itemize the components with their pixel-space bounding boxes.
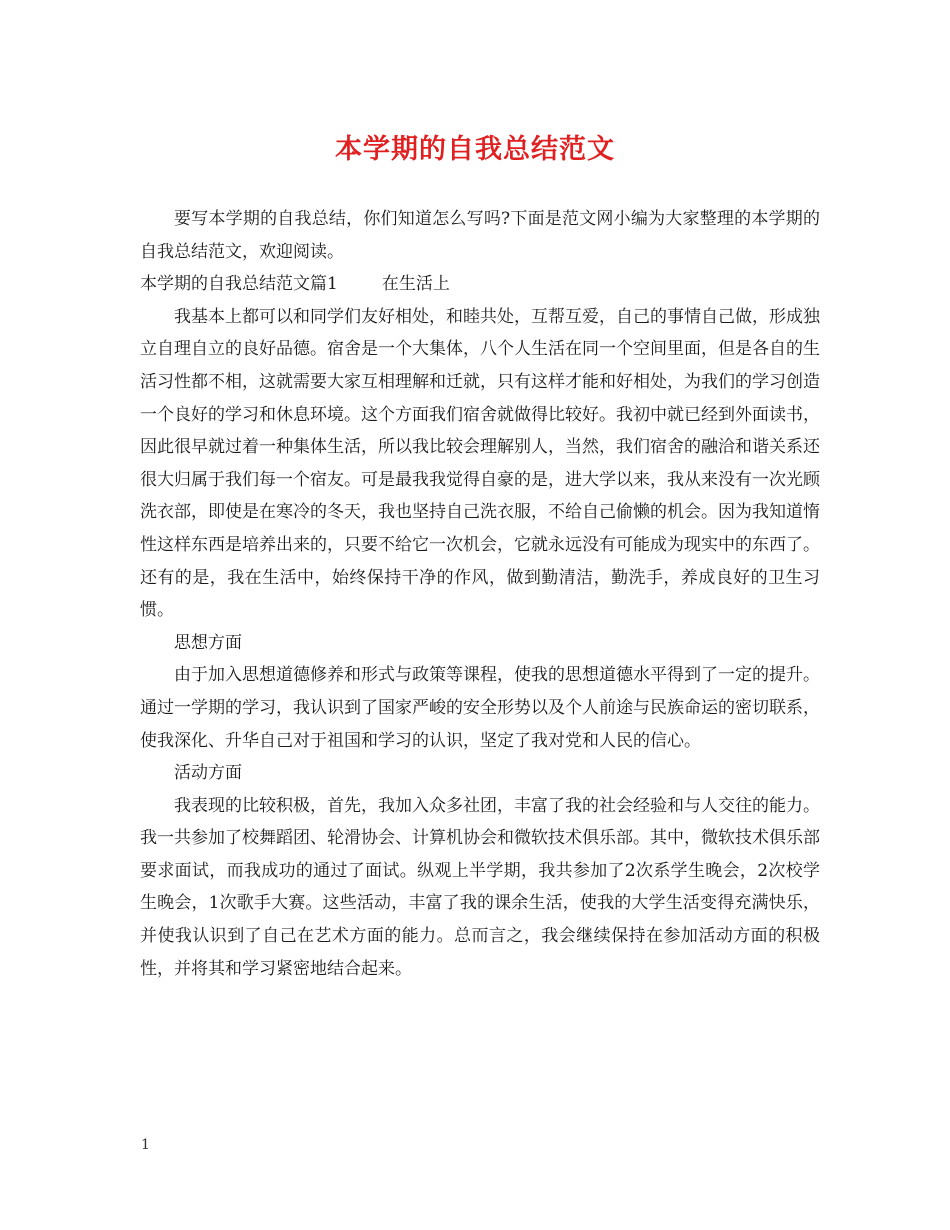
intro-paragraph: 要写本学期的自我总结，你们知道怎么写吗?下面是范文网小编为大家整理的本学期的自我总结范文，欢迎阅读。: [140, 209, 820, 262]
page-number: 1: [141, 1137, 150, 1153]
section-heading-life: 在生活上: [381, 274, 450, 295]
chapter-heading-line: [140, 268, 820, 301]
section-heading-activity: 活动方面: [174, 763, 242, 784]
life-paragraph: 我基本上都可以和同学们友好相处，和睦共处，互帮互爱，自己的事情自己做，形成独立自理自立的良好品德。宿舍是一个大集体，八个人生活在同一个空间里面，但是各自的生活习性都不相，这就需要大家互相理解和迁就，只有这样才能和好相处，为我们的学习创造一个良好的学习和休息环境。这个方面我们宿舍就做得比较好。我初中就已经到外面读书，因此很早就过着一种集体生活，所以我比较会理解别人，当然，我们宿舍的融洽和谐关系还很大归属于我们每一个宿友。可是最我我觉得自豪的是，进大学以来，我从来没有一次光顾洗衣部，即使是在寒冷的冬天，我也坚持自己洗衣服，不给自己偷懒的机会。因为我知道惰性这样东西是培养出来的，只要不给它一次机会，它就永远没有可能成为现实中的东西了。还有的是，我在生活中，始终保持干净的作风，做到勤清洁，勤洗手，养成良好的卫生习惯。: [140, 306, 820, 621]
thought-paragraph: 由于加入思想道德修养和形式与政策等课程，使我的思想道德水平得到了一定的提升。通过一学期的学习，我认识到了国家严峻的安全形势以及个人前途与民族命运的密切联系，使我深化、升华自己对于祖国和学习的认识，坚定了我对党和人民的信心。: [140, 665, 820, 751]
activity-paragraph: 我表现的比较积极，首先，我加入众多社团，丰富了我的社会经验和与人交往的能力。我一共参加了校舞蹈团、轮滑协会、计算机协会和微软技术俱乐部。其中，微软技术俱乐部要求面试，而我成功的通过了面试。纵观上半学期，我共参加了2次系学生晚会，2次校学生晚会，1次歌手大赛。这些活动，丰富了我的课余生活，使我的大学生活变得充满快乐，并使我认识到了自己在艺术方面的能力。总而言之，我会继续保持在参加活动方面的积极性，并将其和学习紧密地结合起来。: [140, 795, 820, 979]
section-heading-thought: 思想方面: [174, 632, 242, 653]
document-title: 本学期的自我总结范文: [335, 134, 615, 165]
chapter-label: 本学期的自我总结范文篇1: [140, 274, 338, 295]
document-body: [140, 203, 820, 985]
